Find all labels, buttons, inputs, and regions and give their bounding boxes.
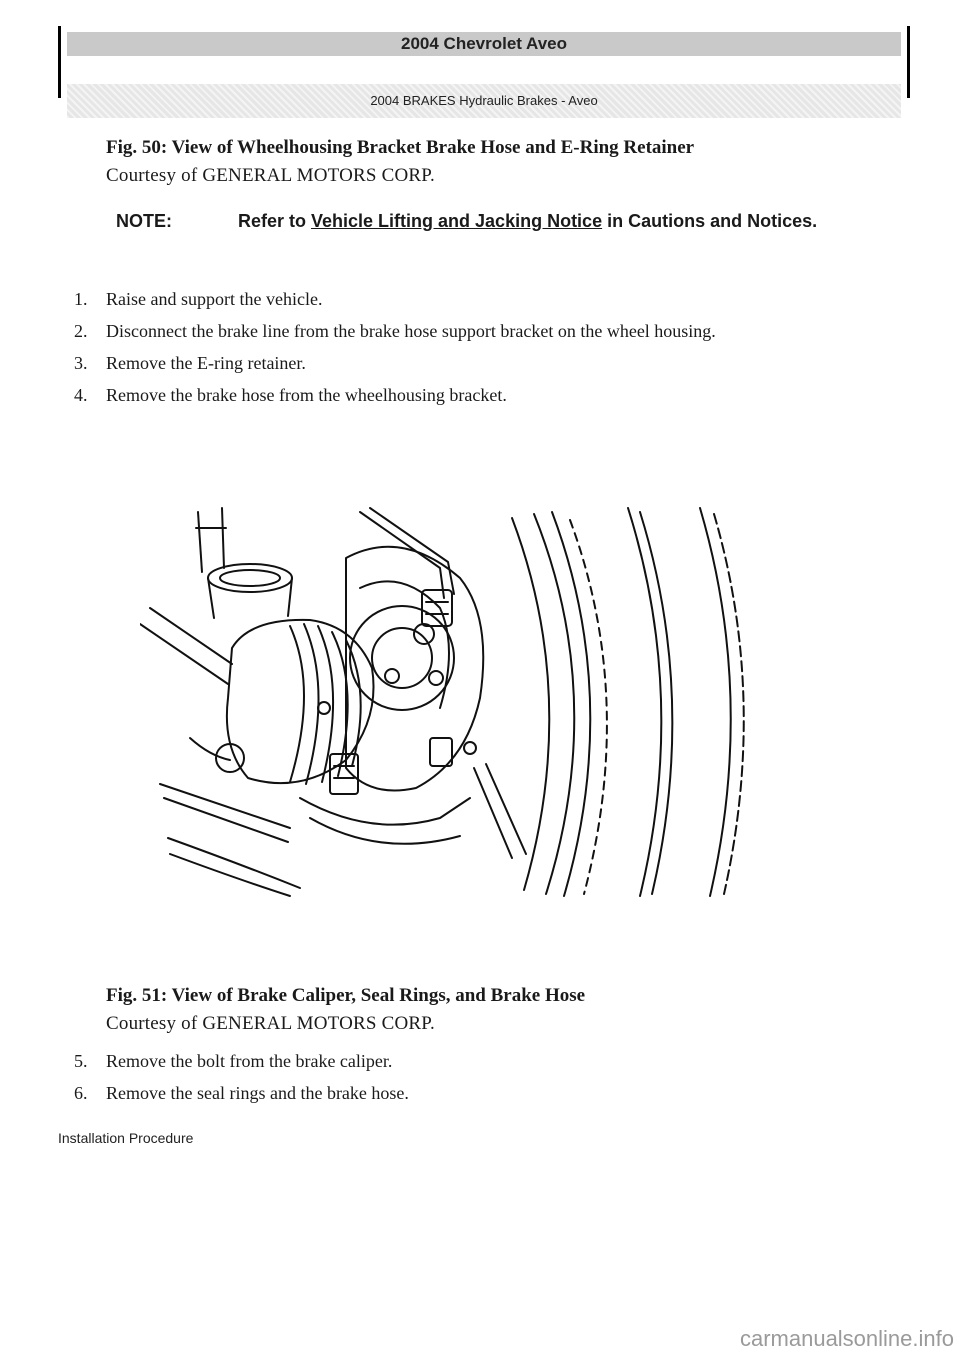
note-text (238, 208, 878, 234)
step-item (74, 1077, 409, 1109)
fig50-credit: Courtesy of GENERAL MOTORS CORP. (106, 165, 435, 186)
document-subtitle: 2004 BRAKES Hydraulic Brakes - Aveo (67, 84, 901, 118)
step-item (74, 379, 716, 411)
step-text: Remove the E-ring retainer. (106, 353, 306, 373)
step-text: Remove the bolt from the brake caliper. (106, 1051, 393, 1071)
document-title: 2004 Chevrolet Aveo (67, 32, 901, 56)
step-number: 5. (74, 1051, 88, 1071)
step-number: 6. (74, 1083, 88, 1103)
step-item (74, 315, 716, 347)
fig50-caption-block (106, 134, 694, 190)
step-item (74, 1045, 409, 1077)
note-text-after: in Cautions and Notices. (602, 211, 818, 231)
step-number: 4. (74, 385, 88, 405)
step-text: Remove the seal rings and the brake hose. (106, 1083, 409, 1103)
note-text-before: Refer to (238, 211, 312, 231)
section-heading: Installation Procedure (58, 1130, 194, 1146)
page-header (58, 26, 910, 108)
fig50-caption: Fig. 50: View of Wheelhousing Bracket Brake Hose and E-Ring Retainer (106, 137, 695, 158)
note-label: NOTE: (116, 211, 172, 231)
step-text: Remove the brake hose from the wheelhousing bracket. (106, 385, 507, 405)
step-text: Disconnect the brake line from the brake hose support bracket on the wheel housing. (106, 321, 716, 341)
steps-list-a (74, 283, 716, 411)
watermark: carmanualsonline.info (739, 1326, 954, 1351)
fig51-credit: Courtesy of GENERAL MOTORS CORP. (106, 1013, 435, 1034)
step-item (74, 283, 716, 315)
steps-list-b (74, 1045, 409, 1109)
step-number: 3. (74, 353, 88, 373)
vehicle-lifting-link[interactable]: Vehicle Lifting and Jacking Notice (311, 211, 603, 231)
step-number: 2. (74, 321, 88, 341)
fig51-caption-block (106, 982, 585, 1038)
step-number: 1. (74, 289, 88, 309)
step-text: Raise and support the vehicle. (106, 289, 323, 309)
brake-caliper-illustration (140, 498, 780, 898)
fig51-caption: Fig. 51: View of Brake Caliper, Seal Rings, and Brake Hose (106, 985, 586, 1006)
step-item (74, 347, 716, 379)
